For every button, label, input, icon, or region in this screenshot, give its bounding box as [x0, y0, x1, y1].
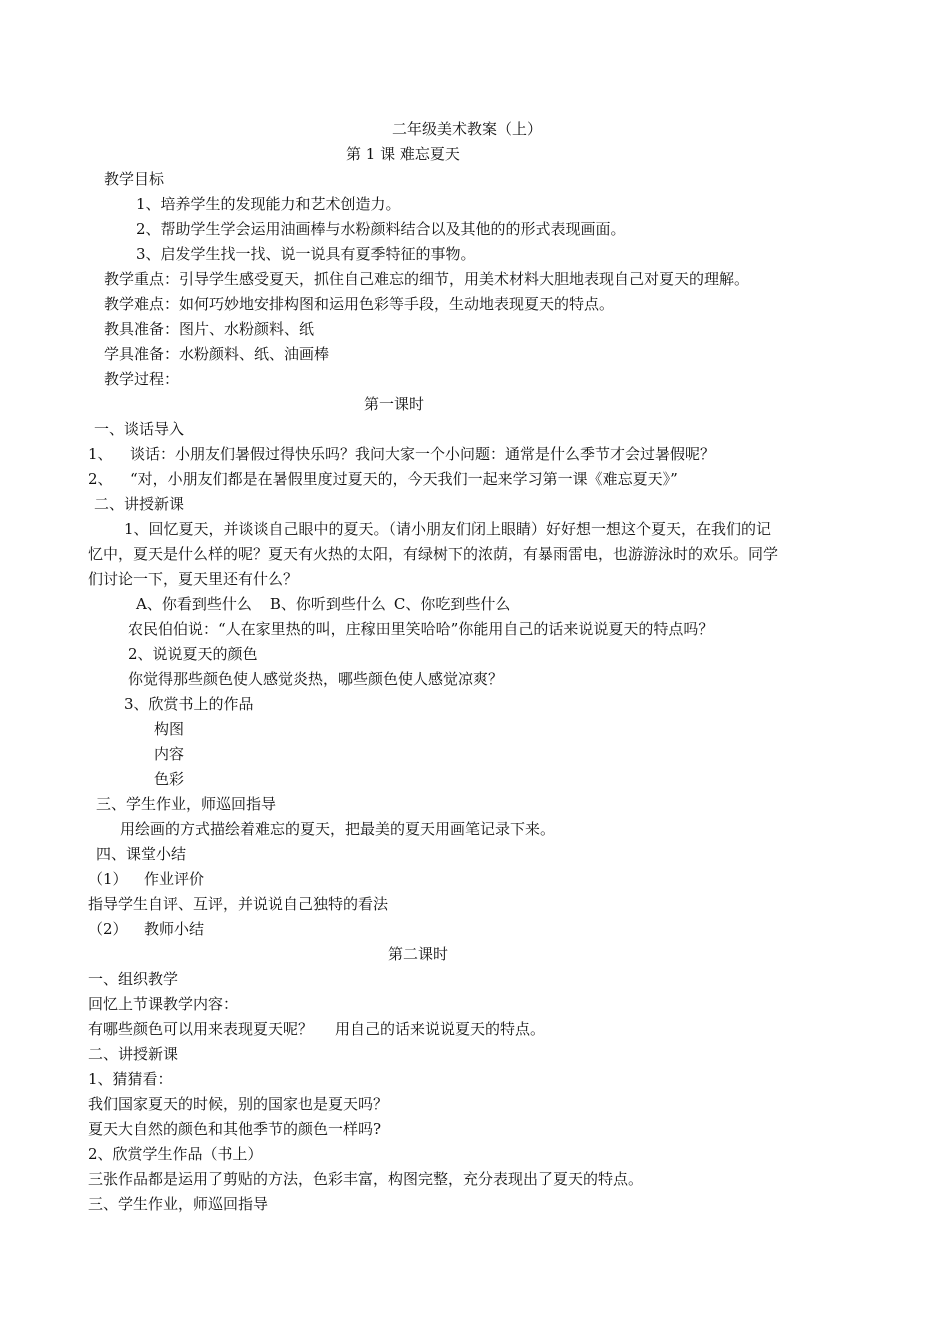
recall-question: 用自己的话来说说夏天的特点。 — [335, 1020, 546, 1038]
list-item-number: （2） — [88, 920, 128, 938]
sub-item: 2、说说夏天的颜色 — [128, 645, 258, 663]
option-a: A、你看到些什么 — [136, 595, 252, 613]
list-item-text: 谈话：小朋友们暑假过得快乐吗？我问大家一个小问题：通常是什么季节才会过暑假呢？ — [130, 445, 716, 463]
student-materials: 学具准备：水粉颜料、纸、油画棒 — [104, 345, 330, 363]
document-title: 二年级美术教案（上） — [392, 120, 543, 138]
section-title: 二、讲授新课 — [94, 495, 185, 513]
sub-item-question: 你觉得那些颜色使人感觉炎热，哪些颜色使人感觉凉爽？ — [128, 670, 504, 688]
process-heading: 教学过程： — [104, 370, 180, 388]
section-title: 三、学生作业，师巡回指导 — [88, 1195, 269, 1213]
paragraph-line: 用绘画的方式描绘着难忘的夏天，把最美的夏天用画笔记录下来。 — [120, 820, 556, 838]
sub-item: 3、欣赏书上的作品 — [124, 695, 254, 713]
difficulty: 教学难点：如何巧妙地安排构图和运用色彩等手段，生动地表现夏天的特点。 — [104, 295, 615, 313]
period1-heading: 第一课时 — [364, 395, 425, 413]
list-item-text: 教师小结 — [144, 920, 205, 938]
option-c: C、你吃到些什么 — [393, 595, 511, 613]
appreciation-point: 构图 — [154, 720, 185, 738]
list-item — [88, 919, 204, 939]
section-title: 二、讲授新课 — [88, 1045, 179, 1063]
paragraph-line: 指导学生自评、互评，并说说自己独特的看法 — [88, 895, 389, 913]
section-title: 四、课堂小结 — [96, 845, 187, 863]
appreciation-point: 内容 — [154, 745, 185, 763]
teacher-materials: 教具准备：图片、水粉颜料、纸 — [104, 320, 315, 338]
list-item — [88, 469, 678, 489]
list-item — [88, 869, 204, 889]
question-options — [136, 594, 510, 614]
sub-item: 1、猜猜看： — [88, 1070, 173, 1088]
key-point: 教学重点：引导学生感受夏天，抓住自己难忘的细节，用美术材料大胆地表现自己对夏天的理解。 — [104, 270, 750, 288]
option-b: B、你听到些什么 — [269, 595, 386, 613]
period2-heading: 第二课时 — [388, 945, 449, 963]
goal-item: 1、培养学生的发现能力和艺术创造力。 — [136, 195, 401, 213]
recall-question: 有哪些颜色可以用来表现夏天呢？ — [88, 1020, 314, 1038]
list-item-text: “对，小朋友们都是在暑假里度过夏天的，今天我们一起来学习第一课《难忘夏天》” — [130, 470, 678, 488]
list-item-number: 2、 — [88, 470, 113, 488]
paragraph-line: 夏天大自然的颜色和其他季节的颜色一样吗? — [88, 1120, 382, 1138]
appreciation-point: 色彩 — [154, 770, 185, 788]
list-item-number: （1） — [88, 870, 128, 888]
paragraph-line: 三张作品都是运用了剪贴的方法，色彩丰富，构图完整，充分表现出了夏天的特点。 — [88, 1170, 644, 1188]
goal-item: 3、启发学生找一找、说一说具有夏季特征的事物。 — [136, 245, 476, 263]
list-item-text: 作业评价 — [144, 870, 205, 888]
paragraph-line: 我们国家夏天的时候，别的国家也是夏天吗？ — [88, 1095, 389, 1113]
goals-heading: 教学目标 — [104, 170, 165, 188]
lesson-title: 第 1 课 难忘夏天 — [346, 145, 460, 163]
paragraph-line: 回忆上节课教学内容： — [88, 995, 239, 1013]
list-item — [88, 444, 715, 464]
paragraph-line: 们讨论一下，夏天里还有什么？ — [88, 570, 299, 588]
recall-questions — [88, 1019, 545, 1039]
goal-item: 2、帮助学生学会运用油画棒与水粉颜料结合以及其他的的形式表现画面。 — [136, 220, 626, 238]
paragraph-line: 忆中，夏天是什么样的呢？夏天有火热的太阳，有绿树下的浓荫，有暴雨雷电，也游游泳时的欢乐。同学 — [88, 545, 779, 563]
sub-item: 2、欣赏学生作品（书上） — [88, 1145, 263, 1163]
list-item-number: 1、 — [88, 445, 113, 463]
section-title: 一、谈话导入 — [94, 420, 185, 438]
paragraph-line: 1、回忆夏天，并谈谈自己眼中的夏天。（请小朋友们闭上眼睛）好好想一想这个夏天，在我们的记 — [124, 520, 772, 538]
farmer-quote: 农民伯伯说：“人在家里热的叫，庄稼田里笑哈哈”你能用自己的话来说说夏天的特点吗？ — [128, 620, 714, 638]
section-title: 三、学生作业，师巡回指导 — [96, 795, 277, 813]
section-title: 一、组织教学 — [88, 970, 179, 988]
